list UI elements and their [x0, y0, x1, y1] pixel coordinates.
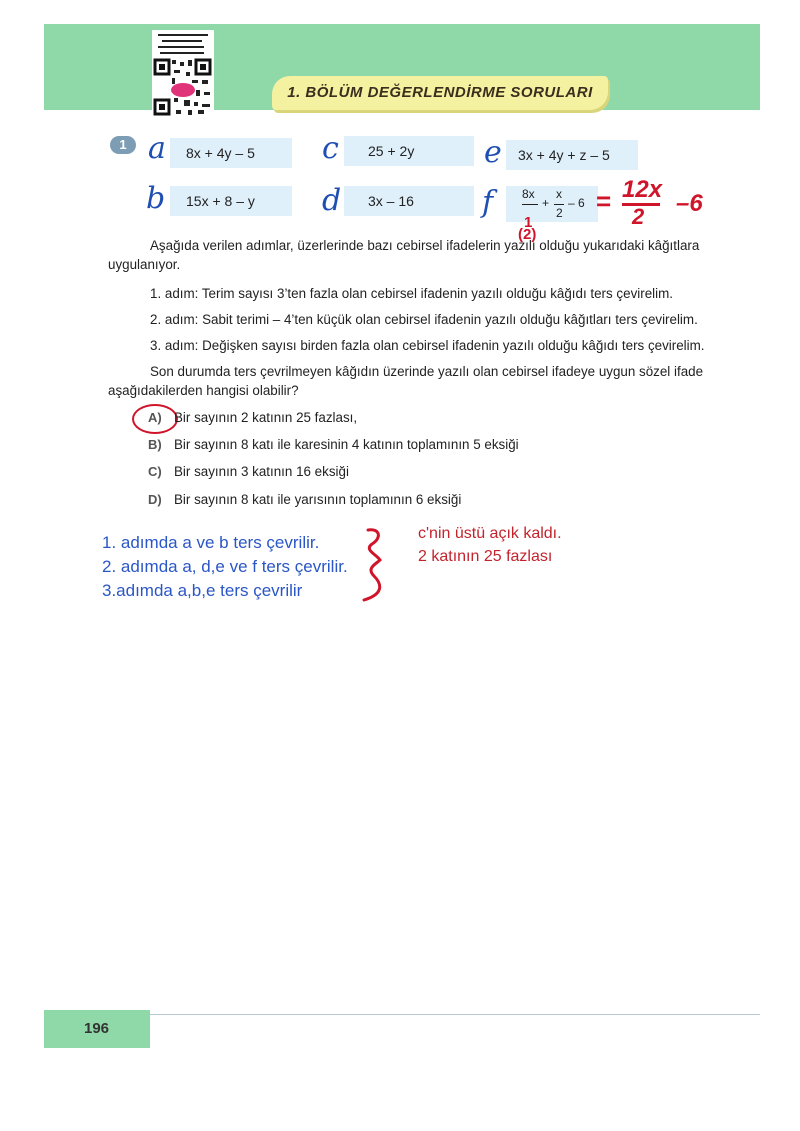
question-number-badge: 1 [110, 136, 136, 154]
question-line-2: aşağıdakilerden hangisi olabilir? [108, 383, 299, 398]
option-b-letter[interactable]: B) [148, 437, 162, 452]
f-tail: – 6 [568, 196, 585, 210]
handwritten-denominator: 2 [632, 204, 645, 229]
f-frac1-numerator: 8x [522, 187, 535, 201]
option-a-letter[interactable]: A) [148, 410, 162, 425]
f-frac2-denominator: 2 [556, 206, 563, 220]
section-title: 1. BÖLÜM DEĞERLENDİRME SORULARI [287, 84, 593, 101]
handwritten-letter-a: a [148, 131, 166, 166]
step-2: 2. adım: Sabit terimi – 4’ten küçük olan cebirsel ifadenin yazılı olduğu kâğıtları ters çevirelim. [150, 312, 698, 327]
section-title-tag [272, 76, 608, 110]
handwritten-letter-d: d [322, 183, 342, 218]
expression-card-c [344, 136, 474, 166]
option-b-text[interactable]: Bir sayının 8 katı ile karesinin 4 katının toplamının 5 eksiği [174, 437, 519, 452]
expression-b: 15x + 8 – y [186, 193, 255, 209]
handwritten-under-num: 1 [524, 214, 533, 231]
intro-line-2: uygulanıyor. [108, 257, 181, 272]
red-brace-mark [354, 524, 394, 604]
handwritten-equals: = [596, 186, 612, 216]
f-frac2-numerator: x [556, 187, 562, 201]
handwritten-numerator: 12x [622, 176, 663, 203]
qr-code [152, 30, 214, 118]
expression-card-d [344, 186, 474, 216]
handwritten-letter-b: b [146, 181, 166, 216]
f-frac1-bar [522, 204, 538, 205]
note-red-2: 2 katının 25 fazlası [418, 548, 553, 565]
handwritten-letter-e: e [484, 135, 502, 170]
note-blue-3: 3.adımda a,b,e ters çevrilir [102, 581, 303, 600]
expression-d: 3x – 16 [368, 193, 414, 209]
page-number: 196 [84, 1020, 110, 1037]
expression-a: 8x + 4y – 5 [186, 145, 255, 161]
handwritten-letter-c: c [322, 131, 339, 166]
handwritten-tail: –6 [676, 190, 703, 217]
expression-card-f [506, 186, 598, 222]
expression-e: 3x + 4y + z – 5 [518, 147, 610, 163]
step-1: 1. adım: Terim sayısı 3’ten fazla olan cebirsel ifadenin yazılı olduğu kâğıdı ters çevirelim. [150, 286, 673, 301]
step-3: 3. adım: Değişken sayısı birden fazla olan cebirsel ifadenin yazılı olduğu kâğıdı ters çevirelim. [150, 338, 705, 353]
note-blue-1: 1. adımda a ve b ters çevrilir. [102, 533, 320, 552]
expression-card-b [170, 186, 292, 216]
option-c-text[interactable]: Bir sayının 3 katının 16 eksiği [174, 464, 349, 479]
expression-c: 25 + 2y [368, 143, 415, 159]
f-plus: + [542, 196, 550, 210]
intro-line-1: Aşağıda verilen adımlar, üzerlerinde bazı cebirsel ifadelerin yazılı olduğu yukarıdaki kâğıtlara [150, 238, 700, 253]
question-line-1: Son durumda ters çevrilmeyen kâğıdın üzerinde yazılı olan cebirsel ifadeye uygun sözel ifade [150, 364, 704, 379]
option-c-letter[interactable]: C) [148, 464, 162, 479]
option-d-letter[interactable]: D) [148, 492, 162, 507]
note-blue-2: 2. adımda a, d,e ve f ters çevrilir. [102, 557, 348, 576]
footer-rule [150, 1014, 760, 1015]
note-red-1: c'nin üstü açık kaldı. [418, 525, 562, 542]
option-a-text[interactable]: Bir sayının 2 katının 25 fazlası, [174, 410, 358, 425]
handwritten-under-bracket: (2) [518, 226, 537, 243]
option-d-text[interactable]: Bir sayının 8 katı ile yarısının toplamının 6 eksiği [174, 492, 462, 507]
expression-card-e [506, 140, 638, 170]
expression-card-a [170, 138, 292, 168]
handwritten-letter-f: f [482, 185, 494, 220]
